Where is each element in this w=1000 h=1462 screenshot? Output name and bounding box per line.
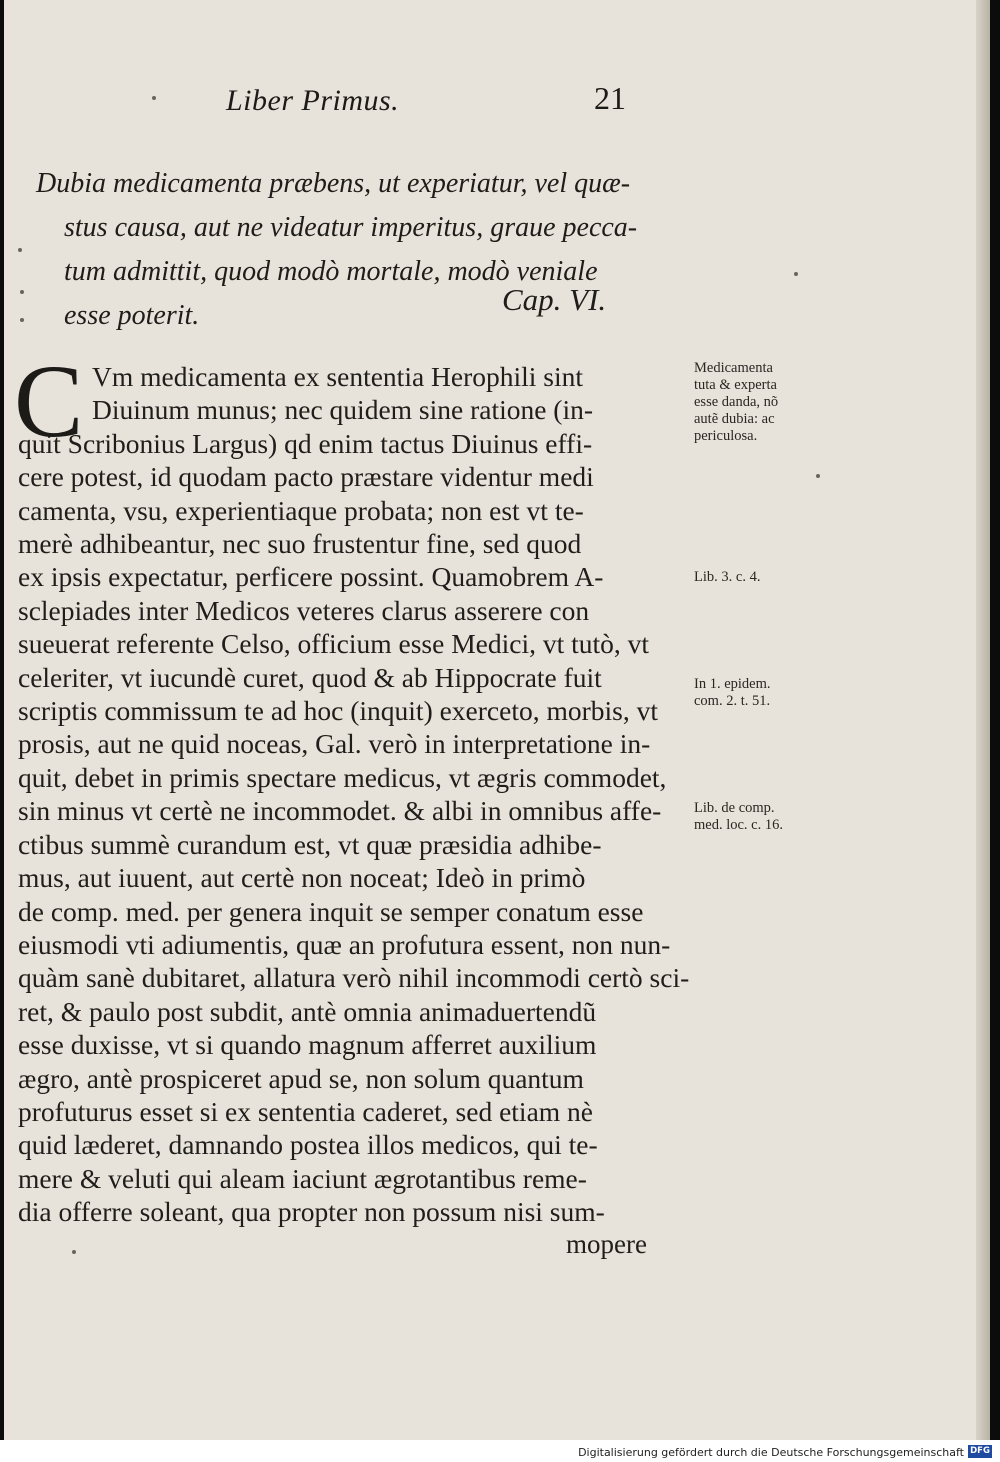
catchword: mopere: [566, 1229, 647, 1259]
body-line: esse duxisse, vt si quando magnum afferret auxilium: [18, 1029, 597, 1061]
body-line: ctibus summè curandum est, vt quæ præsidia adhibe-: [18, 828, 602, 860]
margin-note: [694, 676, 771, 710]
body-line: sclepiades inter Medicos veteres clarus asserere con: [18, 594, 590, 626]
body-line: Vm medicamenta ex sententia Herophili sint: [92, 361, 584, 392]
body-line: merè adhibeantur, nec suo frustentur fine, sed quod: [18, 528, 582, 560]
heading-line: stus causa, aut ne videatur imperitus, graue pecca-: [64, 212, 638, 243]
page-edge: [976, 0, 990, 1440]
ink-speck: [18, 248, 22, 252]
running-head: Liber Primus.: [226, 84, 400, 117]
ink-speck: [152, 96, 156, 100]
body-line: ex ipsis expectatur, perficere possint. Quamobrem A-: [18, 561, 604, 593]
body-line: prosis, aut ne quid noceas, Gal. verò in interpretatione in-: [18, 728, 651, 760]
margin-note-line: autẽ dubia: ac: [694, 411, 775, 427]
margin-note-line: periculosa.: [694, 428, 758, 444]
ink-speck: [794, 272, 798, 276]
body-line: de comp. med. per genera inquit se semper conatum esse: [18, 895, 644, 927]
body-line: profuturus esset si ex sententia caderet, sed etiam nè: [18, 1095, 594, 1127]
margin-note: [694, 800, 783, 834]
book-page: [4, 0, 990, 1440]
margin-note-line: Lib. 3. c. 4.: [694, 569, 761, 585]
footer-credit: Digitalisierung gefördert durch die Deutsche Forschungsgemeinschaft: [578, 1446, 964, 1459]
heading-line: Dubia medicamenta præbens, ut experiatur, vel quæ-: [36, 168, 631, 199]
body-line: camenta, vsu, experientiaque probata; non est vt te-: [18, 494, 584, 526]
body-line: quàm sanè dubitaret, allatura verò nihil incommodi certò sci-: [18, 962, 690, 994]
page-number: 21: [594, 80, 626, 116]
ink-speck: [20, 318, 24, 322]
body-line: dia offerre soleant, qua propter non possum nisi sum-: [18, 1196, 605, 1228]
body-line: mus, aut iuuent, aut certè non noceat; Ideò in primò: [18, 862, 586, 894]
margin-note: [694, 569, 760, 586]
body-line: Diuinum munus; nec quidem sine ratione (in-: [92, 394, 594, 426]
chapter-label: Cap. VI.: [502, 282, 607, 317]
margin-note-line: esse danda, nõ: [694, 394, 779, 410]
body-line: ægro, antè prospiceret apud se, non solum quantum: [18, 1062, 584, 1094]
body-line: celeriter, vt iucundè curet, quod & ab Hippocrate fuit: [18, 661, 602, 693]
body-line: eiusmodi vti adiumentis, quæ an profutura essent, non nun-: [18, 928, 671, 960]
body-line: cere potest, id quodam pacto præstare videntur medi: [18, 461, 594, 493]
ink-speck: [816, 474, 820, 478]
body-line: scriptis commissum te ad hoc (inquit) exerceto, morbis, vt: [18, 695, 659, 727]
body-text: [18, 360, 688, 1229]
drop-initial: C: [14, 344, 84, 459]
heading-line: tum admittit, quod modò mortale, modò veniale: [64, 256, 598, 287]
margin-note-line: tuta & experta: [694, 377, 777, 393]
margin-note-line: com. 2. t. 51.: [694, 693, 771, 709]
body-line: quid læderet, damnando postea illos medicos, qui te-: [18, 1129, 598, 1161]
ink-speck: [72, 1250, 76, 1254]
heading-line: esse poterit.: [64, 300, 200, 331]
body-line: mere & veluti qui aleam iaciunt ægrotantibus reme-: [18, 1162, 587, 1194]
margin-note-line: In 1. epidem.: [694, 676, 771, 692]
body-line: sin minus vt certè ne incommodet. & albi in omnibus affe-: [18, 795, 662, 827]
margin-note-line: med. loc. c. 16.: [694, 817, 783, 833]
margin-note-line: Lib. de comp.: [694, 800, 775, 816]
margin-note-line: Medicamenta: [694, 360, 773, 376]
body-line: sueuerat referente Celso, officium esse Medici, vt tutò, vt: [18, 628, 650, 660]
body-line: ret, & paulo post subdit, antè omnia animaduertendũ: [18, 995, 597, 1027]
body-line: quit, debet in primis spectare medicus, vt ægris commodet,: [18, 761, 667, 793]
dfg-logo: DFG: [968, 1445, 992, 1458]
margin-note: [694, 360, 778, 445]
ink-speck: [20, 290, 24, 294]
body-line: quit Scribonius Largus) qd enim tactus Diuinus effi-: [18, 427, 593, 459]
